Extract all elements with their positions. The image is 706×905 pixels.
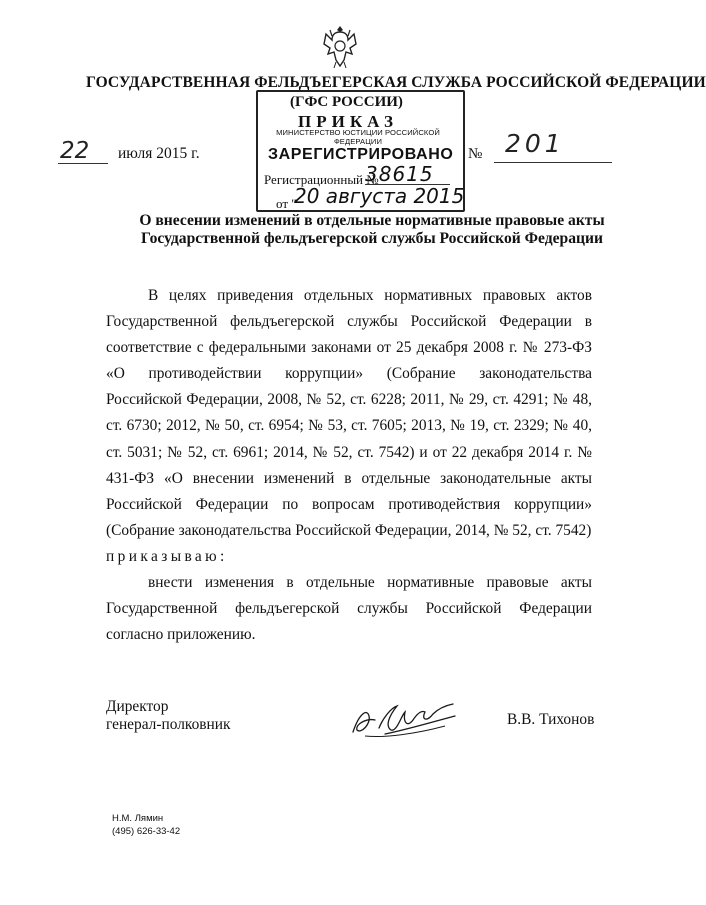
- executor-name: Н.М. Лямин: [112, 813, 164, 824]
- stamp-date-prefix: от ": [276, 196, 297, 211]
- document-type: ПРИКАЗ: [298, 112, 398, 131]
- number-sign: №: [468, 146, 483, 162]
- preamble-paragraph: В целях приведения отдельных нормативных правовых актов Государственной фельдъегерской службы Российской Федерации в соответствие с федеральными законами от 25 декабря 2008 г. № 273-ФЗ «О противодействии коррупции» (Собрание законодательства Российской Федерации, 2008, № 52, ст. 6228; 2011, № 29, ст. 4291; № 48, ст. 6730; 2012, № 50, ст. 6954; № 53, ст. 7605; 2013, № 19, ст. 2329; № 40, ст. 5031; № 52, ст. 6961; 2014, № 52, ст. 7542) и от 22 декабря 2014 г. № 431-ФЗ «О внесении изменений в отдельные законодательные акты Российской Федерации по вопросам противодействия коррупции» (Собрание законодательства Российской Федерации, 2014, № 52, ст. 7542): [106, 287, 592, 539]
- signatory-name: В.В. Тихонов: [507, 711, 595, 728]
- signatory-position: Директор: [106, 698, 169, 715]
- stamp-date: 20 августа 2015: [294, 184, 465, 208]
- number-underline: [494, 162, 612, 163]
- date-day: 22: [60, 138, 90, 164]
- document-number: 201: [505, 129, 565, 158]
- stamp-status: ЗАРЕГИСТРИРОВАНО: [268, 146, 454, 163]
- coat-of-arms-icon: [318, 22, 362, 72]
- organization-short-name: (ГФС РОССИИ): [290, 94, 403, 110]
- handwritten-signature: [345, 694, 465, 744]
- document-subject: О внесении изменений в отдельные нормативные правовые акты Государственной фельдъегерской службы Российской Федерации: [139, 212, 605, 247]
- signatory-rank: генерал-полковник: [106, 716, 231, 733]
- executor-phone: (495) 626-33-42: [112, 826, 181, 837]
- date-month-year: июля 2015 г.: [118, 145, 200, 162]
- stamp-reg-label: Регистрационный №: [264, 172, 379, 187]
- order-word: приказываю:: [106, 547, 228, 565]
- organization-name: ГОСУДАРСТВЕННАЯ ФЕЛЬДЪЕГЕРСКАЯ СЛУЖБА РОССИЙСКОЙ ФЕДЕРАЦИИ: [86, 74, 706, 91]
- order-paragraph: внести изменения в отдельные нормативные правовые акты Государственной фельдъегерской службы Российской Федерации согласно приложению.: [106, 574, 592, 644]
- date-underline: [58, 163, 108, 164]
- document-body: [106, 283, 592, 648]
- stamp-reg-number: 38615: [365, 162, 434, 186]
- stamp-ministry: МИНИСТЕРСТВО ЮСТИЦИИ РОССИЙСКОЙ ФЕДЕРАЦИИ: [276, 128, 440, 146]
